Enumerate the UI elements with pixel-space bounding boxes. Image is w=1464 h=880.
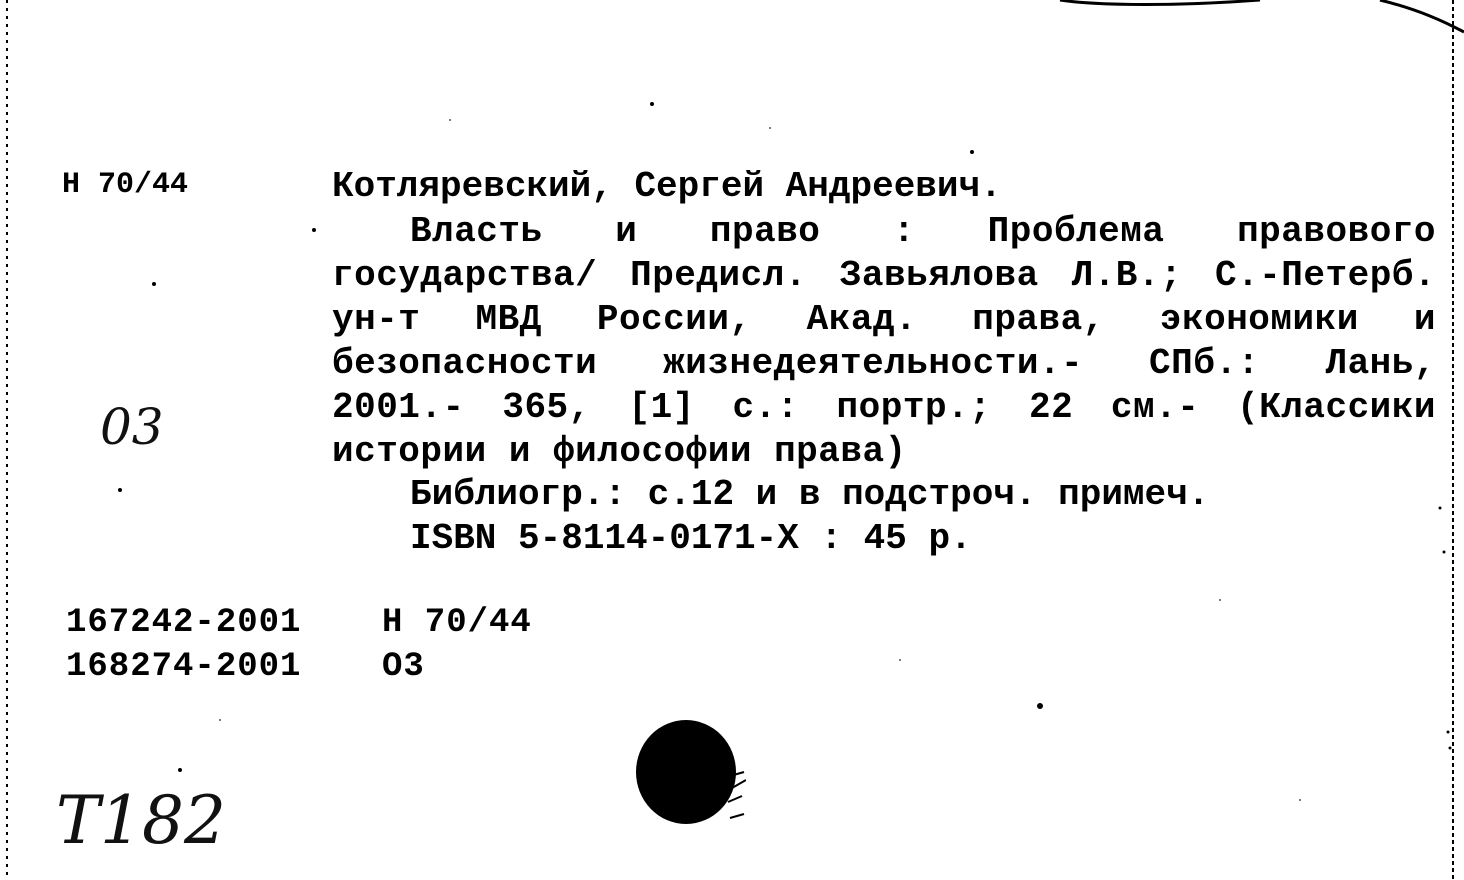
handwritten-mark: Т182 xyxy=(56,782,226,859)
bibliography-note: Библиогр.: с.12 и в подстроч. примеч. xyxy=(410,474,1210,515)
shelf-mark: Н 70/44 xyxy=(62,168,189,202)
accession-number: 167242-2001 xyxy=(66,604,302,642)
accession-shelf: Н 70/44 xyxy=(382,604,532,642)
handwritten-code: 03 xyxy=(100,398,164,456)
bibliographic-description xyxy=(332,210,1436,474)
description-text: Власть и право : Проблема правового государства/ Предисл. Завьялова Л.В.; С.-Петерб. ун-т МВД России, Акад. права, экономики и безопасности жизнедеятельности.- СПб.: Лань, 2001.- 365, [1] с.: портр.; 22 см.- (Классики истории и философии права) xyxy=(332,211,1436,472)
isbn-line: ISBN 5-8114-0171-X : 45 р. xyxy=(410,518,972,559)
accession-number: 168274-2001 xyxy=(66,648,302,686)
accession-shelf: О3 xyxy=(382,648,425,686)
punch-hole-icon xyxy=(634,718,746,826)
author-heading: Котляревский, Сергей Андреевич. xyxy=(332,166,1002,207)
